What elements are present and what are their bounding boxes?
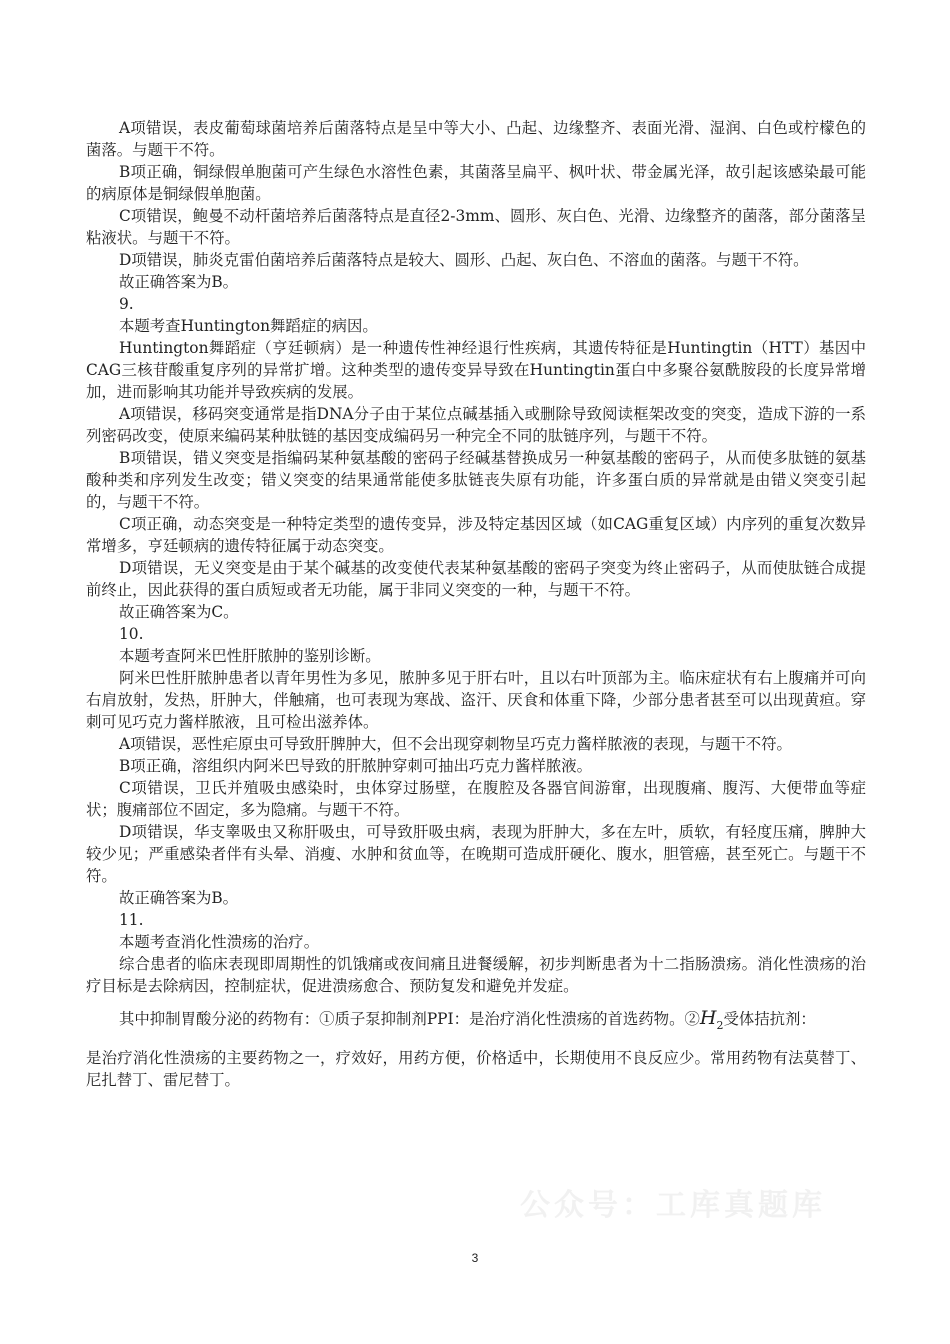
h2-text-after: 受体拮抗剂： [723, 1010, 816, 1028]
paragraph: C项错误，卫氏并殖吸虫感染时，虫体穿过肠壁，在腹腔及各器官间游窜，出现腹痛、腹泻、大便带血等症状；腹痛部位不固定，多为隐痛。与题干不符。 [86, 779, 866, 819]
h2-text-before: 其中抑制胃酸分泌的药物有：①质子泵抑制剂PPI：是治疗消化性溃疡的首选药物。② [119, 1010, 700, 1028]
question-number: 10. [119, 625, 144, 643]
paragraph: A项错误，恶性疟原虫可导致肝脾肿大，但不会出现穿刺物呈巧克力酱样脓液的表现，与题干不符。 [119, 735, 792, 753]
paragraph: B项错误，错义突变是指编码某种氨基酸的密码子经碱基替换成另一种氨基酸的密码子，从而使多肽链的氨基酸种类和序列发生改变；错义突变的结果通常能使多肽链丧失原有功能，许多蛋白质的异常就是由错义突变引起的，与题干不符。 [86, 449, 866, 511]
page-number: 3 [471, 1251, 479, 1265]
paragraph: B项正确，溶组织内阿米巴导致的肝脓肿穿刺可抽出巧克力酱样脓液。 [119, 757, 593, 775]
h2-paragraph [86, 1007, 866, 1037]
answer-line: 故正确答案为B。 [119, 273, 239, 291]
paragraph: D项错误，肺炎克雷伯菌培养后菌落特点是较大、圆形、凸起、灰白色、不溶血的菌落。与题干不符。 [119, 251, 809, 269]
paragraph: D项错误，华支睾吸虫又称肝吸虫，可导致肝吸虫病，表现为肝肿大，多在左叶，质软，有轻度压痛，脾肿大较少见；严重感染者伴有头晕、消瘦、水肿和贫血等，在晚期可造成肝硬化、腹水，胆管癌，甚至死亡。与题干不符。 [86, 823, 866, 885]
paragraph: 阿米巴性肝脓肿患者以青年男性为多见，脓肿多见于肝右叶，且以右叶顶部为主。临床症状有右上腹痛并可向右肩放射，发热，肝肿大，伴触痛，也可表现为寒战、盗汗、厌食和体重下降，少部分患者甚至可以出现黄疸。穿刺可见巧克力酱样脓液，且可检出滋养体。 [86, 669, 866, 731]
paragraph: Huntington舞蹈症（亨廷顿病）是一种遗传性神经退行性疾病，其遗传特征是Huntingtin（HTT）基因中CAG三核苷酸重复序列的异常扩增。这种类型的遗传变异导致在Huntingtin蛋白中多聚谷氨酰胺段的长度异常增加，进而影响其功能并导致疾病的发展。 [86, 339, 866, 401]
paragraph: B项正确，铜绿假单胞菌可产生绿色水溶性色素，其菌落呈扁平、枫叶状、带金属光泽，故引起该感染最可能的病原体是铜绿假单胞菌。 [86, 163, 866, 203]
h2-symbol: H [699, 1007, 717, 1029]
paragraph-continuation: 是治疗消化性溃疡的主要药物之一，疗效好，用药方便，价格适中，长期使用不良反应少。常用药物有法莫替丁、尼扎替丁、雷尼替丁。 [86, 1048, 866, 1089]
paragraph: 综合患者的临床表现即周期性的饥饿痛或夜间痛且进餐缓解，初步判断患者为十二指肠溃疡。消化性溃疡的治疗目标是去除病因，控制症状，促进溃疡愈合、预防复发和避免并发症。 [86, 955, 866, 995]
topic-line: 本题考查消化性溃疡的治疗。 [119, 933, 320, 951]
question-number: 11. [119, 911, 144, 929]
answer-line: 故正确答案为B。 [119, 889, 239, 907]
h2-formula [699, 1007, 724, 1032]
document-body [86, 117, 866, 1091]
topic-line: 本题考查阿米巴性肝脓肿的鉴别诊断。 [119, 647, 381, 665]
topic-line: 本题考查Huntington舞蹈症的病因。 [119, 317, 378, 335]
watermark: 公众号：工库真题库 [520, 1188, 826, 1223]
h2-subscript: 2 [716, 1018, 724, 1032]
paragraph: C项错误，鲍曼不动杆菌培养后菌落特点是直径2-3mm、圆形、灰白色、光滑、边缘整齐的菌落，部分菌落呈粘液状。与题干不符。 [86, 207, 866, 247]
paragraph: D项错误，无义突变是由于某个碱基的改变使代表某种氨基酸的密码子突变为终止密码子，从而使肽链合成提前终止，因此获得的蛋白质短或者无功能，属于非同义突变的一种，与题干不符。 [86, 559, 866, 599]
question-number: 9. [119, 295, 134, 313]
paragraph: C项正确，动态突变是一种特定类型的遗传变异，涉及特定基因区域（如CAG重复区域）内序列的重复次数异常增多，亨廷顿病的遗传特征属于动态突变。 [86, 515, 866, 555]
paragraph: A项错误，表皮葡萄球菌培养后菌落特点是呈中等大小、凸起、边缘整齐、表面光滑、湿润、白色或柠檬色的菌落。与题干不符。 [86, 119, 866, 159]
paragraph: A项错误，移码突变通常是指DNA分子由于某位点碱基插入或删除导致阅读框架改变的突变，造成下游的一系列密码改变，使原来编码某种肽链的基因变成编码另一种完全不同的肽链序列，与题干不符。 [86, 405, 866, 445]
answer-line: 故正确答案为C。 [119, 603, 239, 621]
